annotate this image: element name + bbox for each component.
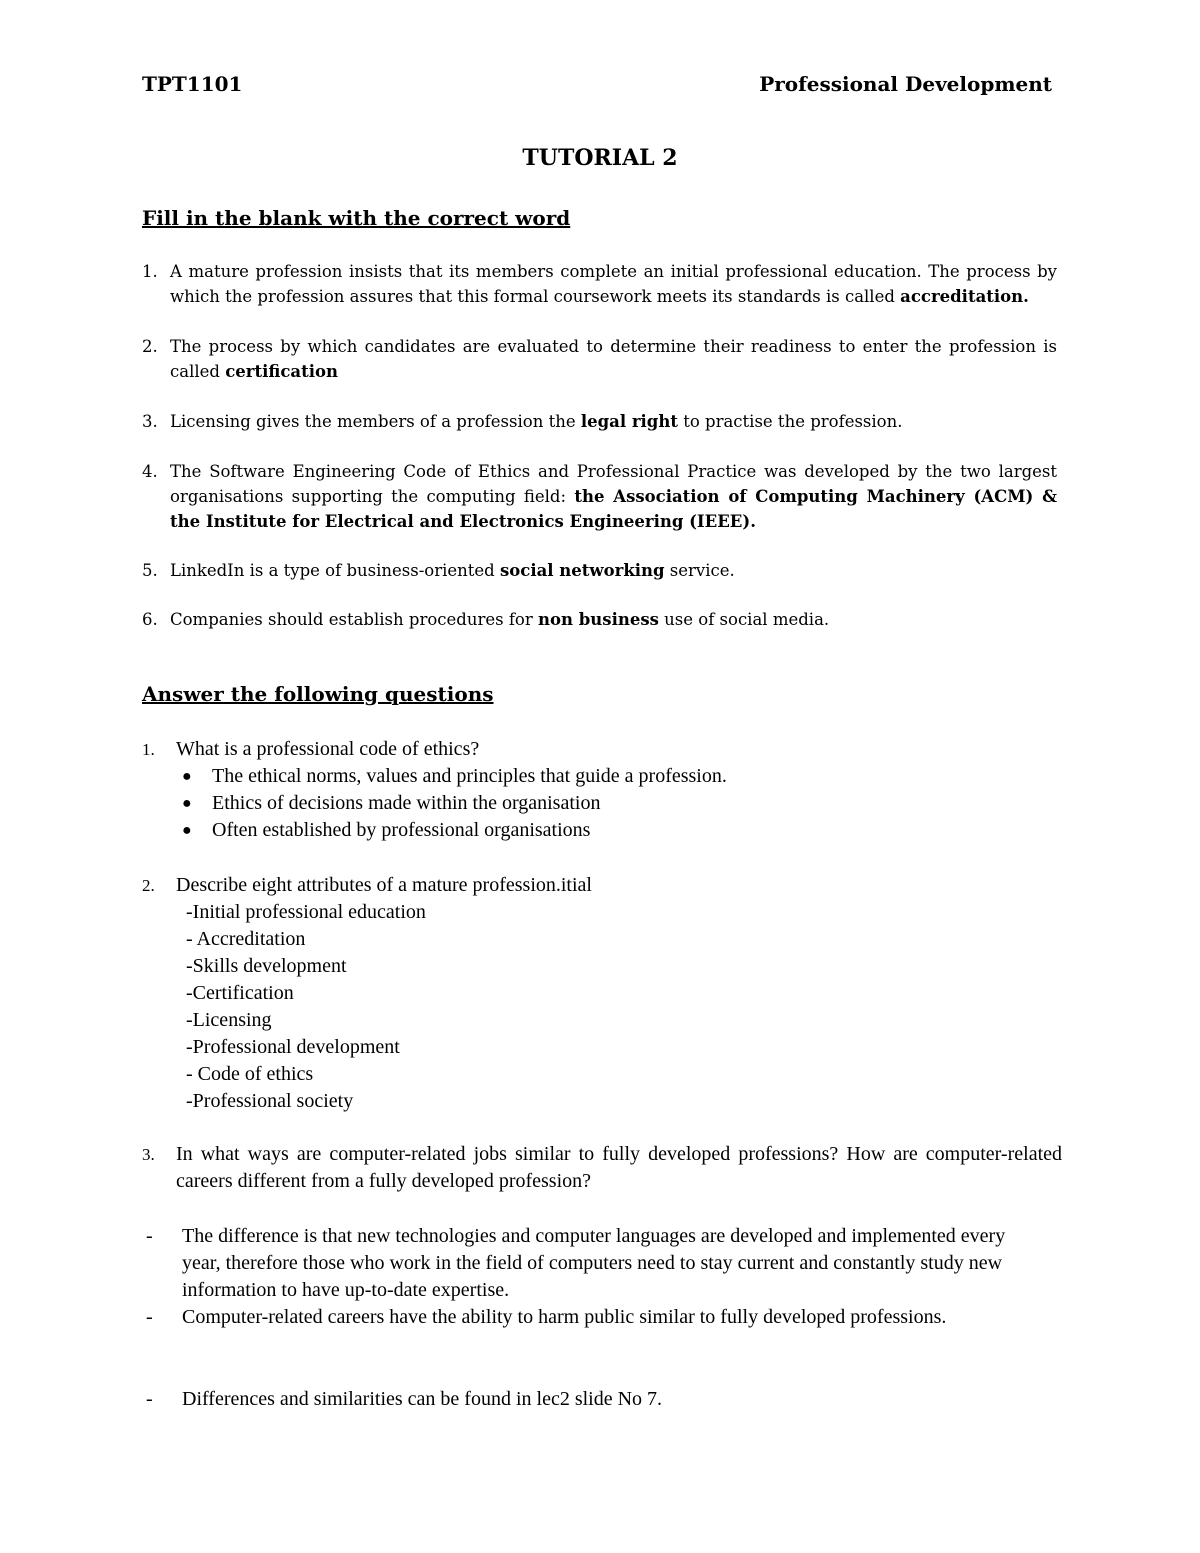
list-item: 3. Licensing gives the members of a profession the legal right to practise the profession. [142,412,903,431]
question-1: 1. What is a professional code of ethics? ● The ethical norms, values and principles that guide a profession. ● Ethics of decisions made within the organisation ● Often established by professional organisations [142,736,1062,844]
answer: the Association of Computing Machinery (ACM) & the Institute for Electrical and Electronics Engineering (IEEE). [170,487,1057,531]
answer-item: - The difference is that new technologies and computer languages are developed and implemented every year, therefore those who work in the field of computers need to stay current and constantly study new information to have up-to-date expertise. [146,1225,1006,1301]
question-3: 3. In what ways are computer-related jobs similar to fully developed professions? How are computer-related careers different from a fully developed profession? [142,1141,1062,1195]
bullet-item: ● Often established by professional organisations [176,817,1062,844]
section2-heading: Answer the following questions [142,682,494,706]
question-text: In what ways are computer-related jobs similar to fully developed professions? How are computer-related careers different from a fully developed profession? [176,1143,1062,1192]
question-2: 2. Describe eight attributes of a mature profession.itial -Initial professional education - Accreditation -Skills development -Certification -Licensing -Professional development - Code of ethics -Professional society [142,872,1062,1115]
question-text: What is a professional code of ethics? [176,738,480,760]
attribute-item: -Initial professional education [186,901,426,923]
section1-heading: Fill in the blank with the correct word [142,206,571,230]
list-item: 2. The process by which candidates are evaluated to determine their readiness to enter the profession is called certification [142,337,1057,381]
answer-item: - Computer-related careers have the ability to harm public similar to fully developed professions. [146,1306,947,1328]
answer-item: - Differences and similarities can be found in lec2 slide No 7. [146,1388,663,1410]
bullet-item: ● The ethical norms, values and principles that guide a profession. [176,763,1062,790]
answer: legal right [580,412,678,431]
page-header [142,72,1052,102]
course-name: Professional Development [759,72,1052,96]
answer: social networking [499,561,665,580]
attribute-item: - Code of ethics [186,1063,314,1085]
list-item: 1. A mature profession insists that its members complete an initial professional education. The process by which the profession assures that this formal coursework meets its standards is called accreditation. [142,262,1057,306]
attribute-item: -Professional development [186,1036,400,1058]
bullet-item: ● Ethics of decisions made within the organisation [176,790,1062,817]
list-item: 4. The Software Engineering Code of Ethics and Professional Practice was developed by the two largest organisations supporting the computing field: the Association of Computing Machinery (ACM) & the Institute for Electrical and Electronics Engineering (IEEE). [142,462,1057,531]
attribute-item: -Skills development [186,955,347,977]
attribute-item: -Licensing [186,1009,272,1031]
document-title: TUTORIAL 2 [522,145,678,171]
answer: non business [538,610,659,629]
question-text: Describe eight attributes of a mature profession.itial [176,874,592,896]
attribute-item: -Professional society [186,1090,354,1112]
list-item: 5. LinkedIn is a type of business-oriented social networking service. [142,561,735,580]
bullet-icon: ● [182,768,192,785]
attribute-item: - Accreditation [186,928,306,950]
list-item: 6. Companies should establish procedures for non business use of social media. [142,610,830,629]
bullet-icon: ● [182,795,192,812]
answer: accreditation. [900,287,1029,306]
bullet-icon: ● [182,822,192,839]
answer: certification [225,362,338,381]
attribute-item: -Certification [186,982,294,1004]
course-code: TPT1101 [142,72,243,96]
